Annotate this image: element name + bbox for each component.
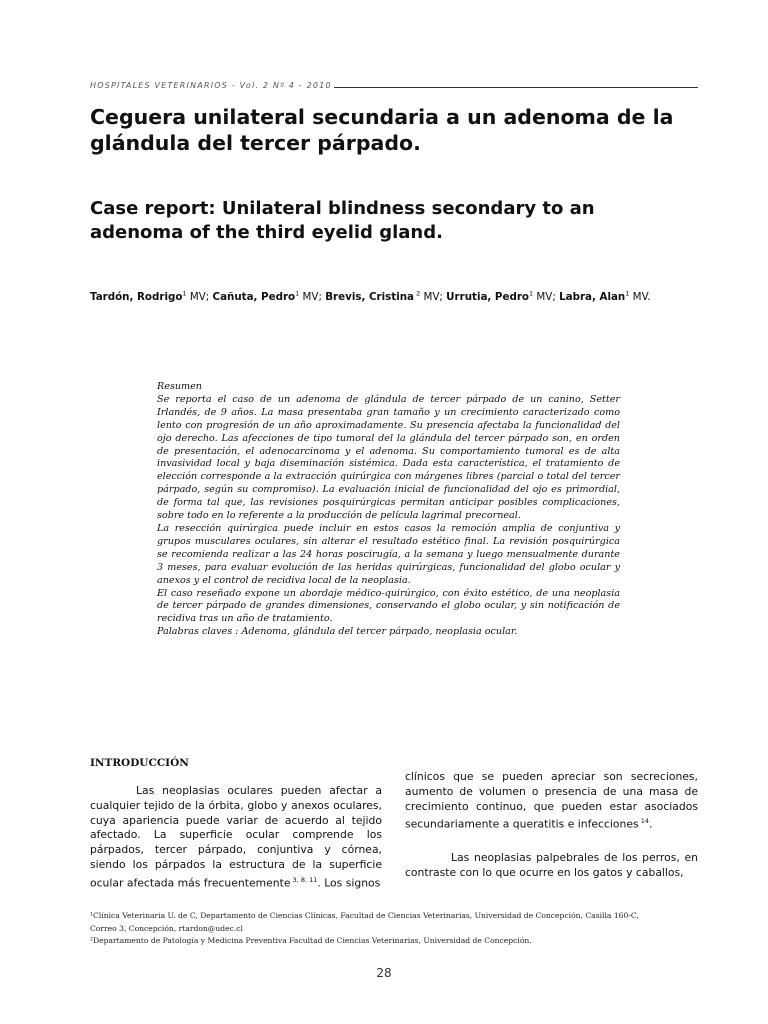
body-text: clínicos que se pueden apreciar son secreciones, aumento de volumen o presencia de una masa de crecimiento continuo, que pueden estar asociados secundariamente a queratitis e infecciones bbox=[405, 770, 698, 831]
author-affiliation: 1 bbox=[182, 290, 187, 298]
abstract-keywords: Palabras claves : Adenoma, glándula del tercer párpado, neoplasia ocular. bbox=[157, 626, 518, 638]
author-name: Tardón, Rodrigo bbox=[90, 291, 183, 304]
body-column-left bbox=[90, 784, 382, 891]
author-separator: ; bbox=[205, 291, 213, 304]
abstract-block bbox=[157, 381, 620, 639]
author-separator: ; bbox=[552, 291, 560, 304]
running-header-text: HOSPITALES VETERINARIOS - Vol. 2 Nº 4 - 2010 bbox=[90, 81, 332, 90]
author-degree: MV bbox=[533, 291, 553, 304]
author-affiliation: 1 bbox=[295, 290, 300, 298]
author-affiliation: 2 bbox=[414, 290, 421, 298]
author-degree: MV bbox=[420, 291, 440, 304]
footnotes bbox=[90, 910, 710, 948]
author-degree: MV bbox=[186, 291, 206, 304]
author-separator: ; bbox=[318, 291, 326, 304]
article-subtitle: Case report: Unilateral blindness secondary to an adenoma of the third eyelid gland. bbox=[90, 198, 595, 243]
body-paragraph bbox=[405, 770, 698, 833]
running-header bbox=[90, 80, 698, 90]
author-affiliation: 1 bbox=[625, 290, 630, 298]
body-text: . Los signos bbox=[317, 876, 381, 890]
body-text: . bbox=[649, 817, 653, 831]
abstract-label: Resumen bbox=[157, 381, 202, 392]
author-entry bbox=[446, 291, 559, 303]
author-entry bbox=[90, 291, 213, 303]
author-name: Labra, Alan bbox=[559, 291, 626, 304]
abstract-paragraph: La resección quirúrgica puede incluir en estos casos la remoción amplia de conjuntiva y grupos musculares oculares, sin alterar el resultado estético final. La revisión posquirúrgica se recomienda realizar a las 24 horas poscirugía, a la semana y luego mensualmente durante 3 meses, para evaluar evolución de las heridas quirúrgicas, funcionalidad del globo ocular y anexos y el control de recidiva local de la neoplasia. bbox=[157, 522, 620, 586]
page-number: 28 bbox=[376, 966, 392, 980]
header-rule bbox=[334, 80, 698, 88]
footnote-line: ²Departamento de Patología y Medicina Preventiva Facultad de Ciencias Veterinarias, Universidad de Concepción. bbox=[90, 936, 532, 945]
author-entry bbox=[325, 291, 446, 303]
abstract-paragraph: Se reporta el caso de un adenoma de glándula de tercer párpado de un canino, Setter Irlandés, de 9 años. La masa presentaba gran tamaño y un crecimiento caracterizado como lento con progresión de un año aproximadamente. Su presencia afectaba la funcionalidad del ojo derecho. Las afecciones de tipo tumoral del la glándula del tercer párpado son, en orden de presentación, el adenocarcinoma y el adenoma. Su comportamiento tumoral es de alta invasividad local y baja diseminación sistémica. Dada esta característica, el tratamiento de elección corresponde a la extracción quirúrgica con márgenes libres (parcial o total del tercer párpado, según su compromiso). La evaluación inicial de funcionalidad del ojo es primordial, de forma tal que, las revisiones posquirúrgicas permitan anticipar posibles complicaciones, sobre todo en lo referente a la producción de película lagrimal precorneal. bbox=[157, 393, 620, 522]
body-column-right bbox=[405, 770, 698, 880]
body-paragraph: Las neoplasias palpebrales de los perros, en contraste con lo que ocurre en los gatos y caballos, bbox=[405, 850, 698, 879]
author-degree: MV. bbox=[629, 291, 651, 304]
author-affiliation: 1 bbox=[528, 290, 534, 298]
author-name: Cañuta, Pedro bbox=[212, 291, 296, 304]
footnote-line: ¹Clínica Veterinaria U. de C, Departamento de Ciencias Clínicas, Facultad de Ciencias Veterinarias, Universidad de Concepción, Casilla 160-C, bbox=[90, 911, 639, 920]
author-name: Brevis, Cristina bbox=[325, 291, 415, 304]
citation-refs: 3, 8, 11 bbox=[290, 875, 318, 884]
citation-refs: 14 bbox=[638, 817, 649, 826]
author-entry bbox=[559, 291, 650, 303]
author-separator: ; bbox=[439, 291, 447, 304]
article-title: Ceguera unilateral secundaria a un adenoma de la glándula del tercer párpado. bbox=[90, 105, 674, 155]
footnote-line: Correo 3, Concepción, rtardon@udec.cl bbox=[90, 923, 243, 933]
paragraph-gap bbox=[405, 833, 698, 851]
body-text: Las neoplasias oculares pueden afectar a cualquier tejido de la órbita, globo y anexos oculares, cuya apariencia puede variar de acuerdo al tejido afectado. La superficie ocular comprende los párpados, tercer párpado, conjuntiva y córnea, siendo los párpados la estructura de la superficie ocular afectada más frecuentemente bbox=[90, 784, 382, 890]
author-degree: MV bbox=[299, 291, 319, 304]
author-name: Urrutia, Pedro bbox=[446, 291, 529, 304]
abstract-paragraph: El caso reseñado expone un abordaje médico-quirúrgico, con éxito estético, de una neoplasia de tercer párpado de grandes dimensiones, conservando el globo ocular, y sin notificación de recidiva tras un año de tratamiento. bbox=[157, 587, 620, 625]
body-paragraph bbox=[90, 784, 382, 891]
author-list bbox=[90, 287, 670, 304]
author-entry bbox=[213, 291, 326, 303]
section-heading: INTRODUCCIÓN bbox=[90, 757, 189, 769]
